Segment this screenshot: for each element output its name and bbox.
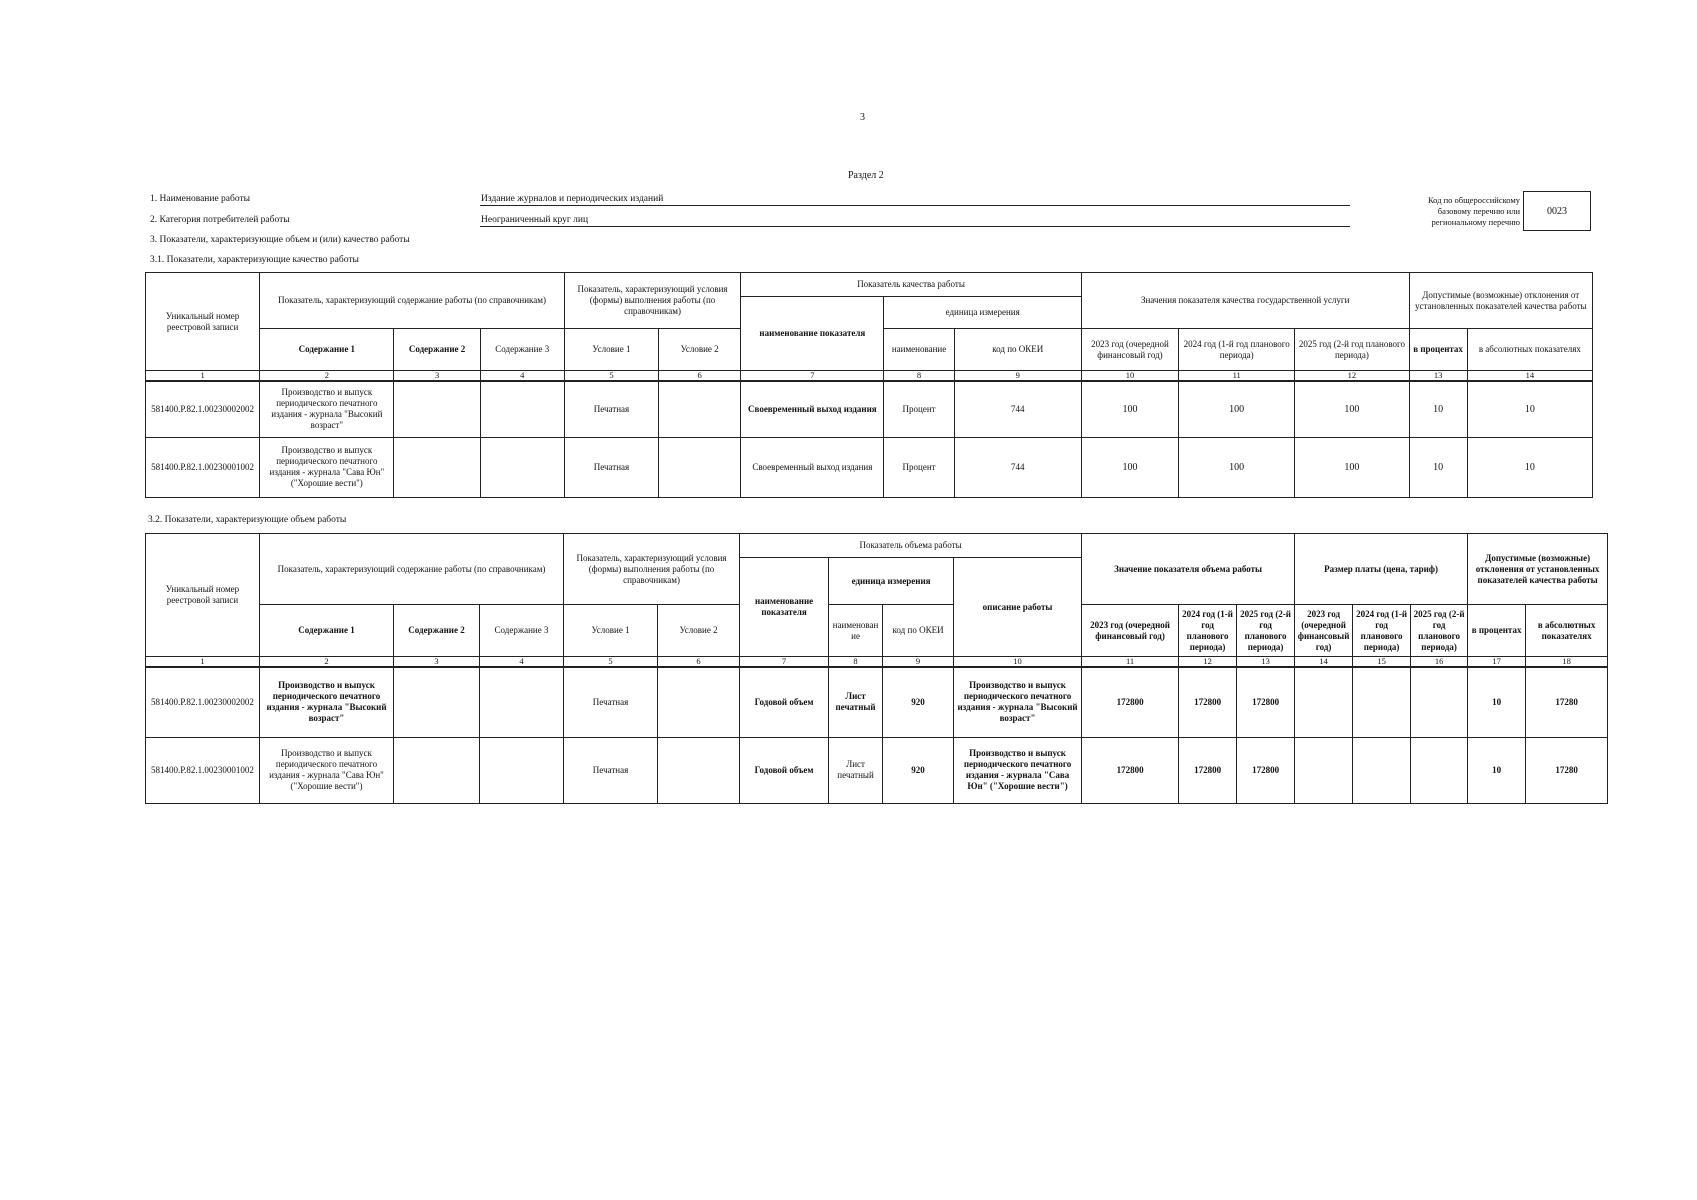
header-conditions-group: Показатель, характеризующий условия (формы) выполнения работы (по справочникам) xyxy=(564,273,740,329)
cell-unit: Лист печатный xyxy=(829,667,883,737)
cell-absolute: 17280 xyxy=(1526,667,1608,737)
header-values-group: Значения показателя качества государственной услуги xyxy=(1081,273,1409,329)
header-content-group: Показатель, характеризующий содержание работы (по справочникам) xyxy=(260,273,565,329)
header-unit: единица измерения xyxy=(829,558,954,605)
column-number: 6 xyxy=(658,657,740,668)
cell-indicator: Своевременный выход издания xyxy=(741,381,884,437)
cell-percent: 10 xyxy=(1409,437,1467,497)
header-deviation-group: Допустимые (возможные) отклонения от установленных показателей качества работы xyxy=(1409,273,1592,329)
cell-year-3: 100 xyxy=(1295,381,1409,437)
header-fee-year-1: 2023 год (очередной финансовый год) xyxy=(1295,605,1353,657)
column-number: 8 xyxy=(829,657,883,668)
cell-year-2: 172800 xyxy=(1179,737,1237,803)
cell-condition-1: Печатная xyxy=(564,667,658,737)
header-okei: код по ОКЕИ xyxy=(883,605,954,657)
header-year-3: 2025 год (2-й год планового периода) xyxy=(1237,605,1295,657)
column-number: 3 xyxy=(394,371,480,382)
column-number: 13 xyxy=(1237,657,1295,668)
header-absolute: в абсолютных показателях xyxy=(1467,329,1592,371)
cell-absolute: 10 xyxy=(1467,381,1592,437)
code-value: 0023 xyxy=(1547,205,1567,217)
header-indicator-name: наименование показателя xyxy=(740,558,829,657)
column-number: 1 xyxy=(146,657,260,668)
header-conditions-group: Показатель, характеризующий условия (формы) выполнения работы (по справочникам) xyxy=(564,534,740,605)
cell-unit: Процент xyxy=(884,381,954,437)
header-okei: код по ОКЕИ xyxy=(954,329,1081,371)
cell-fee-year-2 xyxy=(1353,737,1411,803)
header-year-2: 2024 год (1-й год планового периода) xyxy=(1179,329,1295,371)
cell-year-1: 100 xyxy=(1081,437,1178,497)
header-unique: Уникальный номер реестровой записи xyxy=(146,273,260,371)
column-number: 1 xyxy=(146,371,260,382)
cell-okei: 744 xyxy=(954,381,1081,437)
header-volume-group: Показатель объема работы xyxy=(740,534,1082,558)
quality-section-label: 3.1. Показатели, характеризующие качество работы xyxy=(150,255,359,265)
header-quality-group: Показатель качества работы xyxy=(741,273,1082,297)
cell-content-3 xyxy=(480,667,564,737)
header-unit: единица измерения xyxy=(884,297,1081,329)
header-content-3: Содержание 3 xyxy=(480,605,564,657)
column-number: 5 xyxy=(564,657,658,668)
cell-unit: Процент xyxy=(884,437,954,497)
section-title: Раздел 2 xyxy=(848,170,884,181)
column-number: 10 xyxy=(1081,371,1178,382)
cell-description: Производство и выпуск периодического печатного издания - журнала "Высокий возраст" xyxy=(954,667,1082,737)
header-condition-1: Условие 1 xyxy=(564,329,658,371)
cell-year-2: 100 xyxy=(1179,437,1295,497)
cell-content-3 xyxy=(480,437,564,497)
header-indicator-name: наименование показателя xyxy=(741,297,884,371)
cell-unique: 581400.Р.82.1.00230001002 xyxy=(146,437,260,497)
indicators-label: 3. Показатели, характеризующие объем и (или) качество работы xyxy=(150,235,410,245)
column-number: 2 xyxy=(260,657,394,668)
consumers-underline xyxy=(480,226,1350,227)
cell-content-2 xyxy=(394,737,480,803)
code-label: Код по общероссийскому базовому перечню или региональному перечню xyxy=(1427,195,1520,227)
cell-condition-2 xyxy=(659,437,741,497)
cell-indicator: Годовой объем xyxy=(740,667,829,737)
cell-condition-1: Печатная xyxy=(564,737,658,803)
column-number: 8 xyxy=(884,371,954,382)
cell-year-1: 172800 xyxy=(1082,667,1179,737)
column-number: 4 xyxy=(480,657,564,668)
cell-content-1: Производство и выпуск периодического печатного издания - журнала "Высокий возраст" xyxy=(260,667,394,737)
header-deviation-group: Допустимые (возможные) отклонения от установленных показателей качества работы xyxy=(1468,534,1608,605)
column-number: 17 xyxy=(1468,657,1526,668)
cell-content-3 xyxy=(480,381,564,437)
work-name-underline xyxy=(480,205,1350,206)
column-number: 15 xyxy=(1353,657,1411,668)
header-condition-1: Условие 1 xyxy=(564,605,658,657)
column-number: 3 xyxy=(394,657,480,668)
column-number: 10 xyxy=(954,657,1082,668)
header-year-3: 2025 год (2-й год планового периода) xyxy=(1295,329,1409,371)
cell-fee-year-1 xyxy=(1295,737,1353,803)
header-condition-2: Условие 2 xyxy=(658,605,740,657)
work-name-value: Издание журналов и периодических изданий xyxy=(481,194,664,204)
cell-content-2 xyxy=(394,381,480,437)
cell-year-2: 100 xyxy=(1179,381,1295,437)
column-number: 12 xyxy=(1295,371,1409,382)
cell-unit: Лист печатный xyxy=(829,737,883,803)
table-row xyxy=(146,667,1608,737)
column-number: 9 xyxy=(954,371,1081,382)
header-percent: в процентах xyxy=(1468,605,1526,657)
header-fee-year-3: 2025 год (2-й год планового периода) xyxy=(1411,605,1468,657)
column-number: 16 xyxy=(1411,657,1468,668)
volume-table xyxy=(145,533,1608,804)
cell-content-1: Производство и выпуск периодического печатного издания - журнала "Высокий возраст" xyxy=(260,381,394,437)
column-number: 9 xyxy=(883,657,954,668)
header-condition-2: Условие 2 xyxy=(659,329,741,371)
cell-fee-year-3 xyxy=(1411,667,1468,737)
consumers-value: Неограниченный круг лиц xyxy=(481,215,589,225)
cell-unique: 581400.Р.82.1.00230002002 xyxy=(146,381,260,437)
cell-year-2: 172800 xyxy=(1179,667,1237,737)
cell-okei: 920 xyxy=(883,737,954,803)
header-content-1: Содержание 1 xyxy=(260,605,394,657)
cell-year-3: 172800 xyxy=(1237,737,1295,803)
column-number: 7 xyxy=(741,371,884,382)
cell-content-3 xyxy=(480,737,564,803)
cell-year-1: 172800 xyxy=(1082,737,1179,803)
header-percent: в процентах xyxy=(1409,329,1467,371)
header-year-2: 2024 год (1-й год планового периода) xyxy=(1179,605,1237,657)
column-number: 2 xyxy=(260,371,394,382)
cell-year-3: 172800 xyxy=(1237,667,1295,737)
cell-unique: 581400.Р.82.1.00230001002 xyxy=(146,737,260,803)
header-description: описание работы xyxy=(954,558,1082,657)
header-fee-year-2: 2024 год (1-й год планового периода) xyxy=(1353,605,1411,657)
column-number: 7 xyxy=(740,657,829,668)
cell-fee-year-3 xyxy=(1411,737,1468,803)
cell-unique: 581400.Р.82.1.00230002002 xyxy=(146,667,260,737)
cell-content-2 xyxy=(394,667,480,737)
cell-condition-1: Печатная xyxy=(564,381,658,437)
header-content-1: Содержание 1 xyxy=(260,329,394,371)
cell-content-2 xyxy=(394,437,480,497)
cell-fee-year-2 xyxy=(1353,667,1411,737)
column-number: 18 xyxy=(1526,657,1608,668)
column-number: 13 xyxy=(1409,371,1467,382)
cell-absolute: 10 xyxy=(1467,437,1592,497)
cell-percent: 10 xyxy=(1409,381,1467,437)
cell-content-1: Производство и выпуск периодического печатного издания - журнала "Сава Юн" ("Хорошие вести") xyxy=(260,737,394,803)
volume-section-label: 3.2. Показатели, характеризующие объем работы xyxy=(148,515,347,525)
cell-content-1: Производство и выпуск периодического печатного издания - журнала "Сава Юн" ("Хорошие вести") xyxy=(260,437,394,497)
cell-condition-2 xyxy=(659,381,741,437)
cell-absolute: 17280 xyxy=(1526,737,1608,803)
header-content-2: Содержание 2 xyxy=(394,605,480,657)
table-row xyxy=(146,437,1593,497)
header-unit-name: наименование xyxy=(884,329,954,371)
cell-condition-2 xyxy=(658,737,740,803)
header-absolute: в абсолютных показателях xyxy=(1526,605,1608,657)
quality-table xyxy=(145,272,1593,498)
consumers-label: 2. Категория потребителей работы xyxy=(150,215,290,225)
header-year-1: 2023 год (очередной финансовый год) xyxy=(1082,605,1179,657)
table-row xyxy=(146,381,1593,437)
cell-indicator: Годовой объем xyxy=(740,737,829,803)
cell-description: Производство и выпуск периодического печатного издания - журнала "Сава Юн" ("Хорошие вести") xyxy=(954,737,1082,803)
cell-condition-2 xyxy=(658,667,740,737)
cell-year-3: 100 xyxy=(1295,437,1409,497)
cell-okei: 744 xyxy=(954,437,1081,497)
column-number: 4 xyxy=(480,371,564,382)
header-unique: Уникальный номер реестровой записи xyxy=(146,534,260,657)
header-year-1: 2023 год (очередной финансовый год) xyxy=(1081,329,1178,371)
column-number: 5 xyxy=(564,371,658,382)
table-row xyxy=(146,737,1608,803)
cell-year-1: 100 xyxy=(1081,381,1178,437)
header-content-3: Содержание 3 xyxy=(480,329,564,371)
column-number: 14 xyxy=(1467,371,1592,382)
code-box xyxy=(1523,191,1591,231)
header-values-group: Значение показателя объема работы xyxy=(1082,534,1295,605)
column-number: 12 xyxy=(1179,657,1237,668)
header-fee-group: Размер платы (цена, тариф) xyxy=(1295,534,1468,605)
column-number: 14 xyxy=(1295,657,1353,668)
cell-okei: 920 xyxy=(883,667,954,737)
cell-condition-1: Печатная xyxy=(564,437,658,497)
cell-fee-year-1 xyxy=(1295,667,1353,737)
column-number: 11 xyxy=(1082,657,1179,668)
header-content-group: Показатель, характеризующий содержание работы (по справочникам) xyxy=(260,534,564,605)
column-number: 6 xyxy=(659,371,741,382)
column-number: 11 xyxy=(1179,371,1295,382)
cell-indicator: Своевременный выход издания xyxy=(741,437,884,497)
header-content-2: Содержание 2 xyxy=(394,329,480,371)
cell-percent: 10 xyxy=(1468,737,1526,803)
work-name-label: 1. Наименование работы xyxy=(150,194,251,204)
header-unit-name: наименование xyxy=(829,605,883,657)
cell-percent: 10 xyxy=(1468,667,1526,737)
page-number: 3 xyxy=(860,112,865,123)
